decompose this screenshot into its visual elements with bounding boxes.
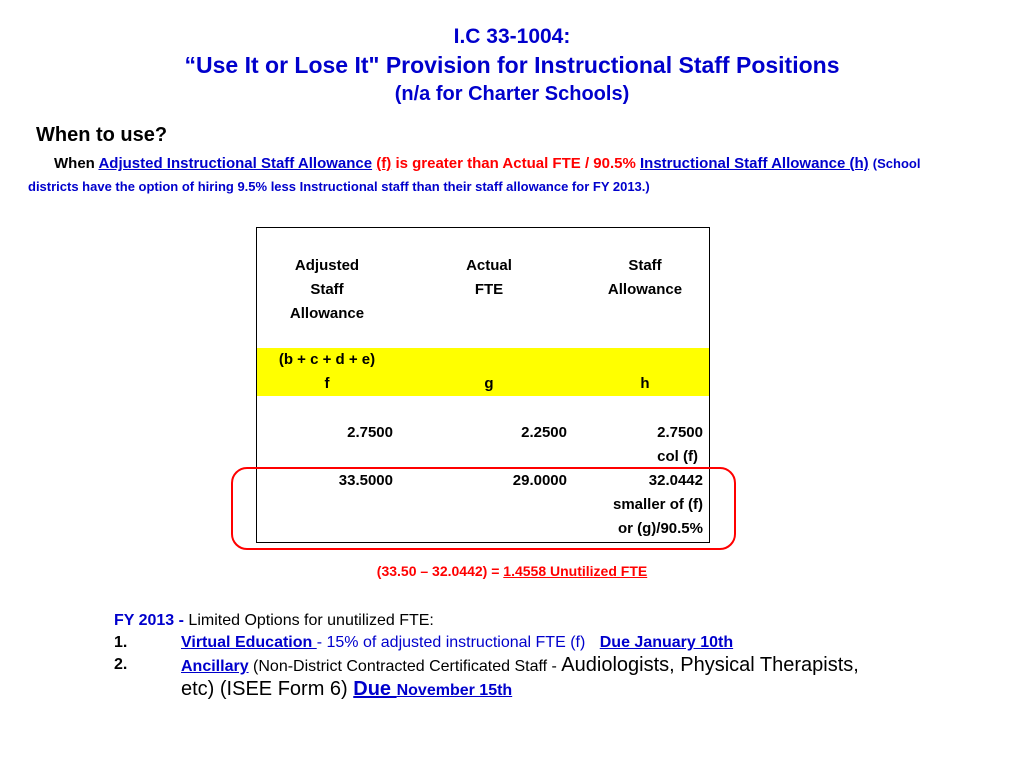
option-ancillary — [114, 654, 881, 702]
col-h-letter: h — [640, 375, 650, 392]
row2-adjusted: 33.5000 — [338, 472, 393, 489]
row1-actual: 2.2500 — [521, 424, 567, 441]
formula-label: (b + c + d + e) — [278, 351, 376, 368]
fy-label: FY 2013 - — [114, 612, 184, 629]
highlight-bracket — [231, 467, 736, 550]
unutilized-formula: (33.50 – 32.0442) = — [376, 563, 504, 579]
option-number: 1. — [114, 634, 128, 651]
row2-staff-note1: smaller of (f) — [612, 496, 703, 513]
f-label: (f) — [376, 155, 392, 172]
option-virtual-education — [114, 632, 881, 654]
usage-explanation — [28, 152, 968, 198]
row2-actual: 29.0000 — [512, 472, 567, 489]
title-provision: “Use It or Lose It" Provision for Instructional Staff Positions — [184, 52, 840, 78]
header-actual-fte: Actual FTE — [466, 257, 512, 298]
row2-staff: 32.0442 — [648, 472, 703, 489]
option-note: (School districts have the option of hiring 9.5% less Instructional staff than their staff allowance for FY 2013.) — [28, 156, 921, 194]
unutilized-options — [114, 610, 881, 702]
options-intro-text: Limited Options for unutilized FTE: — [188, 612, 434, 629]
col-f-letter: f — [324, 375, 330, 392]
comparison-text: is greater than Actual FTE — [395, 155, 581, 172]
unutilized-calculation — [0, 563, 1024, 579]
row1-staff: 2.7500 — [657, 424, 703, 441]
header-staff-allowance: Staff Allowance — [607, 257, 683, 298]
when-to-use-heading: When to use? — [36, 124, 168, 146]
ancillary-due-date: November 15th — [396, 682, 513, 699]
divide-text: / 90.5% — [584, 155, 636, 172]
ancillary-examples: Audiologists, Physical Therapists, etc) (ISEE Form 6) — [181, 654, 859, 700]
virtual-education-due: Due January 10th — [599, 634, 734, 651]
header-adjusted-allowance: Adjusted Staff Allowance — [289, 257, 365, 322]
options-intro — [114, 610, 881, 632]
ancillary-link[interactable]: Ancillary — [181, 658, 249, 675]
ancillary-due-word: Due — [353, 678, 397, 700]
unutilized-result: 1.4558 Unutilized FTE — [503, 563, 648, 579]
when-word: When — [54, 155, 95, 172]
row2-staff-note2: or (g)/90.5% — [617, 520, 703, 537]
row1-staff-note: col (f) — [657, 448, 698, 465]
staff-allowance-link[interactable]: Instructional Staff Allowance (h) — [639, 155, 869, 172]
adjusted-allowance-link[interactable]: Adjusted Instructional Staff Allowance — [98, 155, 373, 172]
col-g-letter: g — [484, 375, 494, 392]
title-statute: I.C 33-1004: — [453, 25, 571, 48]
ancillary-desc: (Non-District Contracted Certificated Staff - — [248, 658, 562, 675]
virtual-education-link[interactable]: Virtual Education — [181, 634, 317, 651]
virtual-education-desc: - 15% of adjusted instructional FTE (f) — [316, 634, 586, 651]
title-note: (n/a for Charter Schools) — [394, 83, 630, 105]
option-number: 2. — [114, 656, 128, 673]
row1-adjusted: 2.7500 — [347, 424, 393, 441]
title-block — [0, 24, 1024, 108]
